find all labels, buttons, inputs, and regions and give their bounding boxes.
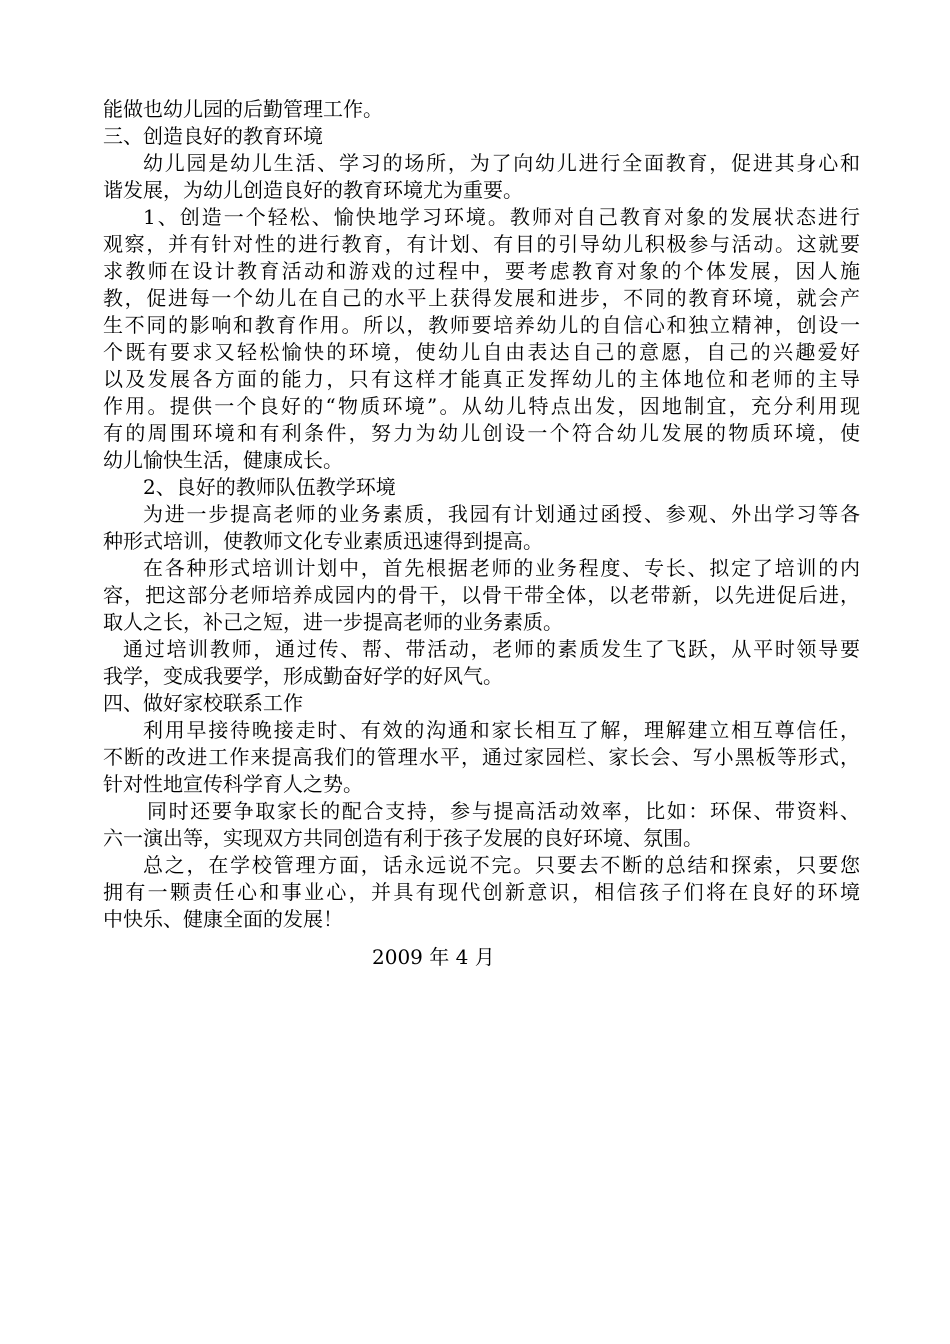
- text-line: 我学，变成我要学，形成勤奋好学的好风气。: [103, 664, 503, 688]
- paragraph: [103, 555, 860, 636]
- text-line: 幼儿园是幼儿生活、学习的场所，为了向幼儿进行全面教育，促进其身心和: [143, 151, 860, 175]
- text-line: 1、创造一个轻松、愉快地学习环境。教师对自己教育对象的发展状态进行: [143, 205, 860, 229]
- text-line: 生不同的影响和教育作用。所以，教师要培养幼儿的自信心和独立精神，创设一: [103, 313, 860, 337]
- text-line: 有的周围环境和有利条件，努力为幼儿创设一个符合幼儿发展的物质环境，使: [103, 421, 860, 445]
- text-line: 观察，并有针对性的进行教育，有计划、有目的引导幼儿积极参与活动。这就要: [103, 232, 860, 256]
- paragraph: [103, 501, 860, 555]
- section-title: 四、做好家校联系工作: [103, 691, 303, 715]
- text-line: 为进一步提高老师的业务素质，我园有计划通过函授、参观、外出学习等各: [143, 502, 860, 526]
- text-line: 个既有要求又轻松愉快的环境，使幼儿自由表达自己的意愿，自己的兴趣爱好: [103, 340, 860, 364]
- text-line: 种形式培训，使教师文化专业素质迅速得到提高。: [103, 529, 543, 553]
- document-body: [103, 96, 860, 933]
- paragraph: [103, 717, 860, 798]
- text-line: 谐发展，为幼儿创造良好的教育环境尤为重要。: [103, 178, 523, 202]
- text-line: 求教师在设计教育活动和游戏的过程中，要考虑教育对象的个体发展，因人施: [103, 259, 860, 283]
- text-line: 同时还要争取家长的配合支持，参与提高活动效率，比如：环保、带资料、: [147, 799, 860, 823]
- text-line: 容，把这部分老师培养成园内的骨干，以骨干带全体，以老带新，以先进促后进，: [103, 583, 860, 607]
- paragraph: [103, 204, 860, 474]
- text-line: 能做也幼儿园的后勤管理工作。: [103, 97, 383, 121]
- text-line: 作用。提供一个良好的“物质环境”。从幼儿特点出发，因地制宜，充分利用现: [103, 394, 860, 418]
- paragraph: [103, 150, 860, 204]
- text-line: 利用早接待晚接走时、有效的沟通和家长相互了解，理解建立相互尊信任，: [143, 718, 860, 742]
- paragraph-intro: [103, 96, 860, 123]
- text-line: 针对性地宣传科学育人之势。: [103, 772, 363, 796]
- section-title: 三、创造良好的教育环境: [103, 124, 323, 148]
- text-line: 总之，在学校管理方面，话永远说不完。只要去不断的总结和探索，只要您: [143, 853, 860, 877]
- subsection-heading: [103, 474, 860, 501]
- section-heading-4: [103, 690, 860, 717]
- text-line: 以及发展各方面的能力，只有这样才能真正发挥幼儿的主体地位和老师的主导: [103, 367, 860, 391]
- text-line: 在各种形式培训计划中，首先根据老师的业务程度、专长、拟定了培训的内: [143, 556, 860, 580]
- section-heading-3: [103, 123, 860, 150]
- text-line: 教，促进每一个幼儿在自己的水平上获得发展和进步，不同的教育环境，就会产: [103, 286, 860, 310]
- paragraph-conclusion: [103, 852, 860, 933]
- text-line: 拥有一颗责任心和事业心，并具有现代创新意识，相信孩子们将在良好的环境: [103, 880, 860, 904]
- text-line: 中快乐、健康全面的发展！: [103, 907, 343, 931]
- text-line: 取人之长，补己之短，进一步提高老师的业务素质。: [103, 610, 563, 634]
- text-line: 六一演出等，实现双方共同创造有利于孩子发展的良好环境、氛围。: [103, 826, 703, 850]
- document-date: 2009 年 4 月: [372, 945, 495, 969]
- text-line: 通过培训教师，通过传、帮、带活动，老师的素质发生了飞跃，从平时领导要: [123, 637, 860, 661]
- paragraph: [103, 636, 860, 690]
- paragraph: [103, 798, 860, 852]
- subsection-title: 2、良好的教师队伍教学环境: [143, 475, 396, 499]
- text-line: 幼儿愉快生活，健康成长。: [103, 448, 343, 472]
- text-line: 不断的改进工作来提高我们的管理水平，通过家园栏、家长会、写小黑板等形式，: [103, 745, 860, 769]
